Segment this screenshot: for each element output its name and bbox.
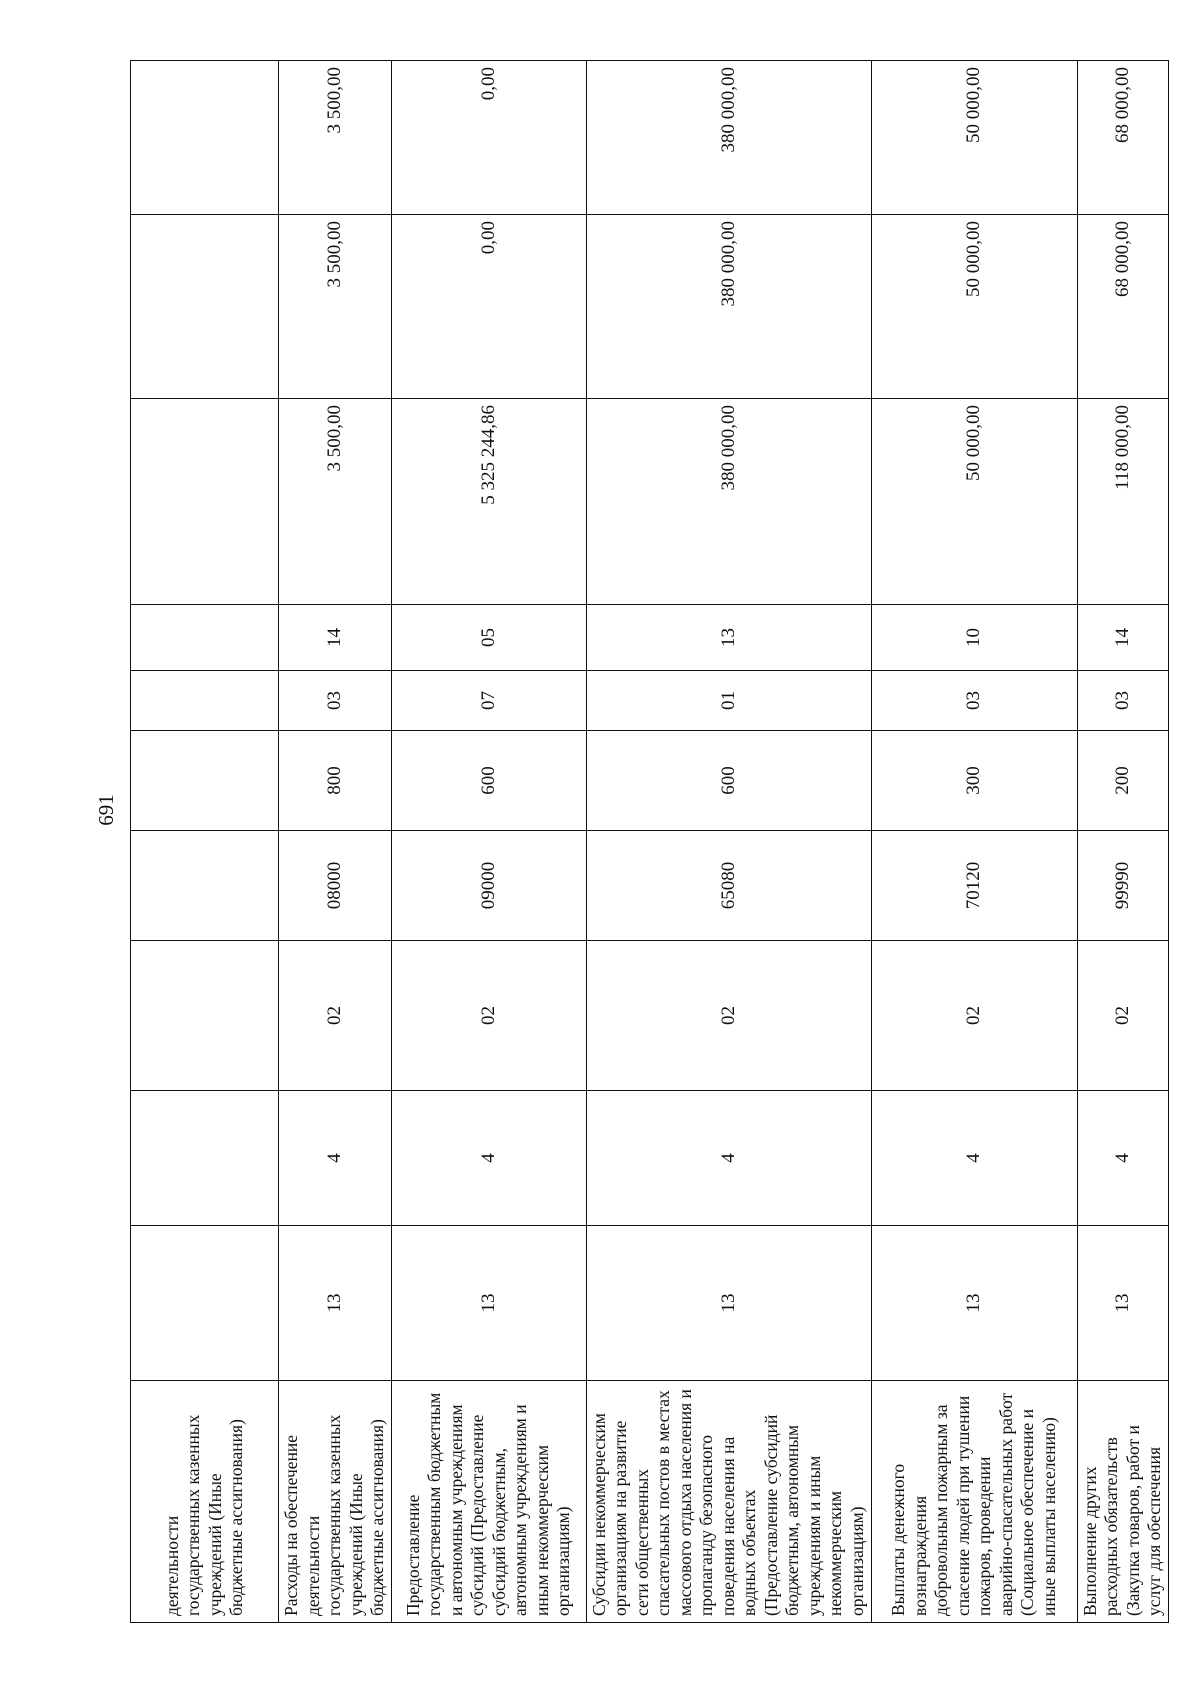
code-activity: 02 — [391, 941, 586, 1091]
code-section: 03 — [279, 671, 392, 731]
row-name: Предоставление государственным бюджетным и автономным учреждениям субсидий (Предоставление субсидий бюджетным, автономным учреждениям и иным некоммерческим организациям) — [391, 1381, 586, 1623]
amount-year-1: 50 000,00 — [871, 399, 1077, 605]
budget-table-rotated — [130, 61, 1164, 1623]
amount-year-2: 50 000,00 — [871, 215, 1077, 399]
row-name: Выплаты денежного вознаграждения добровольным пожарным за спасение людей при тушении пожаров, проведении аварийно-спасательных работ (Социальное обеспечение и иные выплаты населению) — [871, 1381, 1077, 1623]
code-program: 13 — [1077, 1226, 1168, 1381]
amount-year-1: 380 000,00 — [586, 399, 871, 605]
table-row — [131, 61, 279, 1623]
amount-year-3: 50 000,00 — [871, 61, 1077, 215]
amount-year-2: 3 500,00 — [279, 215, 392, 399]
amount-year-3: 3 500,00 — [279, 61, 392, 215]
row-name: Расходы на обеспечение деятельности государственных казенных учреждений (Иные бюджетные ассигнования) — [279, 1381, 392, 1623]
amount-year-2: 0,00 — [391, 215, 586, 399]
amount-year-1: 118 000,00 — [1077, 399, 1168, 605]
amount-year-2 — [131, 215, 279, 399]
table-row — [586, 61, 871, 1623]
code-section: 03 — [1077, 671, 1168, 731]
code-section: 07 — [391, 671, 586, 731]
code-direction: 99990 — [1077, 831, 1168, 941]
code-subsection: 05 — [391, 605, 586, 671]
row-name: Выполнение других расходных обязательств (Закупка товаров, работ и услуг для обеспечения — [1077, 1381, 1168, 1623]
budget-table — [130, 60, 1169, 1623]
code-subprogram: 4 — [586, 1091, 871, 1226]
code-activity: 02 — [586, 941, 871, 1091]
code-activity: 02 — [871, 941, 1077, 1091]
amount-year-3: 380 000,00 — [586, 61, 871, 215]
code-subprogram — [131, 1091, 279, 1226]
code-expense-type: 300 — [871, 731, 1077, 831]
table-row — [279, 61, 392, 1623]
amount-year-3: 0,00 — [391, 61, 586, 215]
code-program: 13 — [586, 1226, 871, 1381]
code-section: 03 — [871, 671, 1077, 731]
code-expense-type: 600 — [391, 731, 586, 831]
amount-year-3 — [131, 61, 279, 215]
code-subsection: 14 — [1077, 605, 1168, 671]
amount-year-1: 3 500,00 — [279, 399, 392, 605]
code-direction: 08000 — [279, 831, 392, 941]
table-row — [871, 61, 1077, 1623]
code-direction — [131, 831, 279, 941]
code-expense-type: 200 — [1077, 731, 1168, 831]
code-subsection — [131, 605, 279, 671]
code-subprogram: 4 — [391, 1091, 586, 1226]
code-expense-type: 800 — [279, 731, 392, 831]
code-expense-type: 600 — [586, 731, 871, 831]
table-row — [391, 61, 586, 1623]
code-subsection: 10 — [871, 605, 1077, 671]
code-section — [131, 671, 279, 731]
code-subprogram: 4 — [1077, 1091, 1168, 1226]
code-direction: 70120 — [871, 831, 1077, 941]
code-program — [131, 1226, 279, 1381]
code-program: 13 — [871, 1226, 1077, 1381]
amount-year-2: 68 000,00 — [1077, 215, 1168, 399]
amount-year-1 — [131, 399, 279, 605]
table-row — [1077, 61, 1168, 1623]
code-subprogram: 4 — [871, 1091, 1077, 1226]
code-activity — [131, 941, 279, 1091]
row-name: деятельности государственных казенных учреждений (Иные бюджетные ассигнования) — [131, 1381, 279, 1623]
row-name: Субсидии некоммерческим организациям на развитие сети общественных спасательных постов в местах массового отдыха населения и пропаганду безопасного поведения населения на водных объектах (Предоставление субсидий бюджетным, автономным учреждениям и иным некоммерческим организациям) — [586, 1381, 871, 1623]
code-subsection: 14 — [279, 605, 392, 671]
code-subprogram: 4 — [279, 1091, 392, 1226]
page-number: 691 — [94, 794, 118, 826]
amount-year-3: 68 000,00 — [1077, 61, 1168, 215]
code-subsection: 13 — [586, 605, 871, 671]
code-expense-type — [131, 731, 279, 831]
code-activity: 02 — [279, 941, 392, 1091]
amount-year-1: 5 325 244,86 — [391, 399, 586, 605]
code-activity: 02 — [1077, 941, 1168, 1091]
code-direction: 65080 — [586, 831, 871, 941]
code-direction: 09000 — [391, 831, 586, 941]
amount-year-2: 380 000,00 — [586, 215, 871, 399]
code-section: 01 — [586, 671, 871, 731]
code-program: 13 — [391, 1226, 586, 1381]
code-program: 13 — [279, 1226, 392, 1381]
